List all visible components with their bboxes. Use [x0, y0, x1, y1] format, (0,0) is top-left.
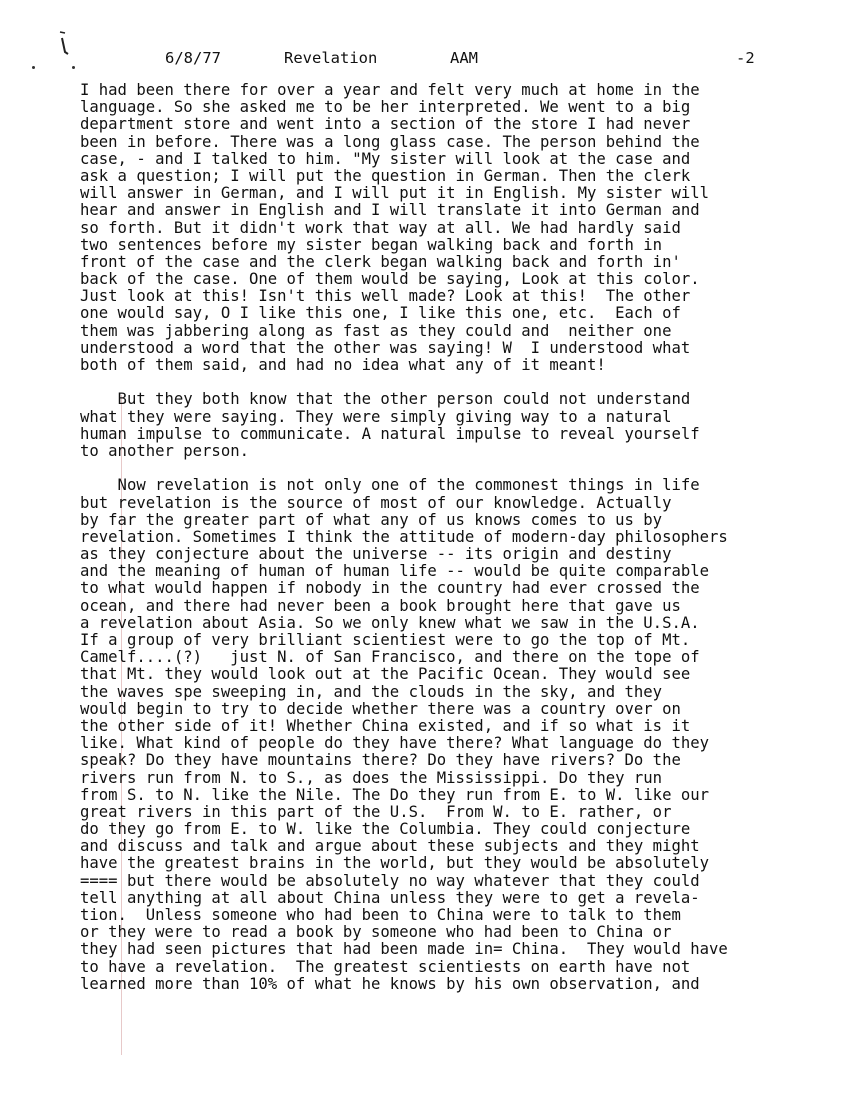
text-line: to another person. — [80, 441, 249, 460]
text-line: a revelation about Asia. So we only knew what we saw in the U.S.A. — [80, 613, 700, 632]
text-line: Now revelation is not only one of the commonest things in life — [80, 476, 700, 495]
text-line: I had been there for over a year and felt very much at home in the — [80, 81, 700, 99]
text-line: revelation. Sometimes I think the attitude of modern-day philosophers — [80, 527, 728, 546]
header-page-number: -2 — [736, 49, 755, 67]
text-line: one would say, O I like this one, I like this one, etc. Each of — [80, 304, 681, 323]
text-line: like. What kind of people do they have there? What language do they — [80, 734, 710, 753]
text-line: to have a revelation. The greatest scientiests on earth have not — [80, 957, 691, 976]
text-line: case, - and I talked to him. "My sister will look at the case and — [80, 149, 691, 168]
paragraph-gap — [80, 460, 820, 477]
text-line: or they were to read a book by someone who had been to China or — [80, 923, 672, 942]
body-text — [80, 82, 820, 993]
header-title: Revelation — [284, 49, 378, 67]
text-line: tion. Unless someone who had been to China were to talk to them — [80, 906, 681, 924]
text-line: hear and answer in English and I will translate it into German and — [80, 201, 700, 220]
page-header — [0, 49, 841, 69]
paragraph-3 — [80, 477, 820, 993]
text-line: ==== but there would be absolutely no way whatever that they could — [80, 871, 700, 890]
text-line: and discuss and talk and argue about these subjects and they might — [80, 837, 700, 856]
text-line: the waves spe sweeping in, and the clouds in the sky, and they — [80, 682, 663, 701]
text-line: department store and went into a section of the store I had never — [80, 115, 691, 134]
text-line: by far the greater part of what any of us knows comes to us by — [80, 510, 663, 529]
paragraph-2 — [80, 391, 820, 460]
text-line: Camelf....(?) just N. of San Francisco, and there on the tope of — [80, 648, 700, 667]
text-line: front of the case and the clerk began walking back and forth in' — [80, 252, 681, 271]
text-line: Just look at this! Isn't this well made? Look at this! The other — [80, 287, 691, 306]
text-line: understood a word that the other was saying! W I understood what — [80, 338, 691, 357]
text-line: and the meaning of human of human life -- would be quite comparable — [80, 562, 710, 581]
text-line: from S. to N. like the Nile. The Do they run from E. to W. like our — [80, 785, 710, 804]
text-line: them was jabbering along as fast as they could and neither one — [80, 321, 672, 340]
text-line: but revelation is the source of most of our knowledge. Actually — [80, 493, 672, 512]
text-line: they had seen pictures that had been made in= China. They would have — [80, 940, 728, 959]
text-line: would begin to try to decide whether there was a country over on — [80, 699, 681, 718]
text-line: ocean, and there had never been a book brought here that gave us — [80, 596, 681, 615]
text-line: have the greatest brains in the world, but they would be absolutely — [80, 854, 710, 873]
text-line: rivers run from N. to S., as does the Mississippi. Do they run — [80, 768, 663, 787]
text-line: tell anything at all about China unless they were to get a revela- — [80, 888, 700, 907]
header-date: 6/8/77 — [165, 49, 221, 67]
text-line: learned more than 10% of what he knows by his own observation, and — [80, 974, 700, 993]
text-line: so forth. But it didn't work that way at all. We had hardly said — [80, 218, 681, 237]
text-line: what they were saying. They were simply giving way to a natural — [80, 407, 672, 426]
text-line: been in before. There was a long glass case. The person behind the — [80, 132, 700, 151]
text-line: will answer in German, and I will put it in English. My sister will — [80, 184, 710, 203]
paragraph-1 — [80, 82, 820, 374]
paragraph-gap — [80, 374, 820, 391]
text-line: great rivers in this part of the U.S. From W. to E. rather, or — [80, 802, 672, 821]
text-line: both of them said, and had no idea what any of it meant! — [80, 356, 606, 374]
text-line: back of the case. One of them would be saying, Look at this color. — [80, 270, 700, 289]
text-line: If a group of very brilliant scientiest were to go the top of Mt. — [80, 631, 691, 649]
text-line: that Mt. they would look out at the Pacific Ocean. They would see — [80, 665, 691, 684]
text-line: human impulse to communicate. A natural impulse to reveal yourself — [80, 424, 700, 443]
text-line: two sentences before my sister began walking back and forth in — [80, 235, 663, 254]
text-line: do they go from E. to W. like the Columbia. They could conjecture — [80, 820, 691, 839]
text-line: speak? Do they have mountains there? Do they have rivers? Do the — [80, 751, 681, 770]
header-initials: AAM — [450, 49, 478, 67]
text-line: to what would happen if nobody in the country had ever crossed the — [80, 579, 700, 598]
text-line: language. So she asked me to be her interpreted. We went to a big — [80, 98, 691, 117]
text-line: the other side of it! Whether China existed, and if so what is it — [80, 716, 691, 735]
text-line: But they both know that the other person could not understand — [80, 390, 691, 409]
text-line: as they conjecture about the universe -- its origin and destiny — [80, 545, 672, 564]
text-line: ask a question; I will put the question in German. Then the clerk — [80, 166, 691, 185]
